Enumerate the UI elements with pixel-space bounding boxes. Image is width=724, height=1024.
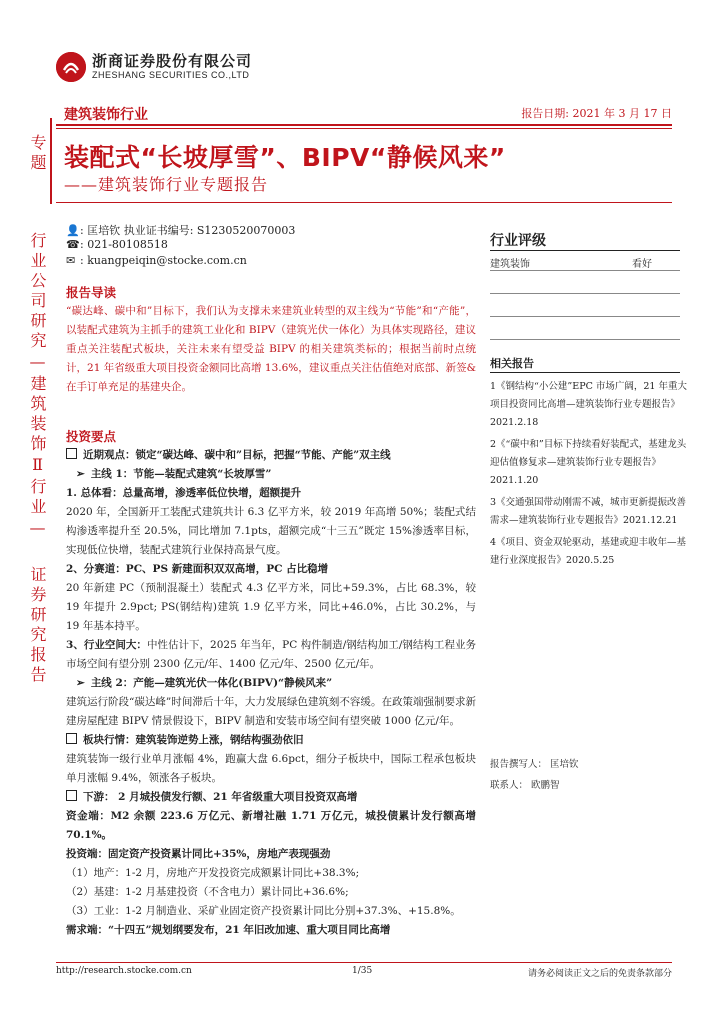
intro-text: “碳达峰、碳中和”目标下，我们认为支撑未来建筑业转型的双主线为“节能”和“产能”，以装配式建筑为主抓手的建筑工业化和 BIPV（建筑光伏一体化）为具体实现路径，建议重点关注装配式板块，关注未来有望受益 BIPV 的相关建筑类标的；根据当前时点统计，21 年省级重大项目投资金额同比高增 13.6%，建议重点关注估值绝对底部、新签&在手订单充足的基建央企。: [66, 305, 476, 393]
demand-text: 需求端：“十四五”规划纲要发布，21 年旧改加速、重大项目同比高增: [66, 924, 391, 936]
phone-icon: ☎: [66, 238, 80, 251]
s2-heading: 2、分赛道：PC、PS 新建面积双双高增，PC 占比稳增: [66, 563, 329, 575]
report-title: 装配式“长坡厚雪”、BIPV“静候风来”: [64, 143, 506, 172]
checkbox-icon: [66, 790, 77, 801]
rating-rule: [490, 250, 680, 251]
header-rule: [56, 124, 672, 126]
title-rule: [56, 202, 672, 203]
report-contact: 联系人： 欧鹏智: [490, 780, 560, 791]
s3-text: 中性估计下，2025 年当年，PC 构件制造/钢结构加工/钢结构工程业务市场空间有望分别 2300 亿元/年、1400 亿元/年、2500 亿元/年。: [66, 639, 476, 670]
company-name-en: ZHESHANG SECURITIES CO.,LTD: [92, 70, 250, 80]
rating-value: 看好: [632, 259, 652, 270]
related-item[interactable]: 4《项目、资金双轮驱动，基建或迎丰收年—基建行业深度报告》2020.5.25: [490, 537, 687, 566]
mail-icon: ✉: [66, 254, 76, 267]
arrow-icon: ➢: [76, 468, 85, 480]
rating-row-rule-4: [490, 339, 680, 340]
side-label-special: 专题: [28, 134, 47, 174]
person-icon: 👤: [66, 224, 80, 237]
invest-item-1: （1）地产：1-2 月，房地产开发投资完成额累计同比+38.3%;: [66, 867, 360, 879]
analyst-phone: : 021-80108518: [80, 238, 168, 251]
rating-row-rule-3: [490, 316, 680, 317]
bullet-downstream: 下游： 2 月城投债发行额、21 年省级重大项目投资双高增: [83, 791, 358, 803]
analyst-email-row: [66, 254, 247, 270]
points-heading: 投资要点: [66, 429, 117, 444]
invest-item-2: （2）基建：1-2 月基建投资（不含电力）累计同比+36.6%;: [66, 886, 349, 898]
side-divider: [50, 118, 52, 204]
points-body: [66, 446, 476, 940]
rating-sector: 建筑装饰: [490, 259, 530, 270]
mainline-2-text: 建筑运行阶段“碳达峰”时间滞后十年，大力发展绿色建筑刻不容缓。在政策端强制要求新建房屋配建 BIPV 情景假设下，BIPV 制造和安装市场空间有望突破 1000 亿元/年。: [66, 696, 476, 727]
rating-row-rule-2: [490, 293, 680, 294]
s3-heading: 3、行业空间大：: [66, 639, 147, 651]
analyst-name-row: [66, 222, 295, 238]
mainline-1: 主线 1：节能—装配式建筑“长坡厚雪”: [90, 468, 272, 480]
report-date: 报告日期: 2021 年 3 月 17 日: [521, 107, 672, 120]
side-label-securities: 证券研究报告: [28, 566, 47, 686]
s1-heading: 1. 总体看：总量高增，渗透率低位快增，超额提升: [66, 487, 302, 499]
bullet-recent-view: 近期观点：锁定“碳达峰、碳中和”目标，把握“节能、产能”双主线: [83, 449, 391, 461]
s2-text: 20 年新建 PC（预制混凝土）装配式 4.3 亿平方米，同比+59.3%，占比 68.3%，较 19 年提升 2.9pct; PS(钢结构)建筑 1.9 亿平方米，同比+46.0%，占比 30.2%，与 19 年基本持平。: [66, 582, 476, 632]
related-rule: [490, 372, 680, 373]
footer-url[interactable]: http://research.stocke.com.cn: [56, 966, 192, 976]
footer-rule: [56, 962, 672, 963]
related-list: [490, 378, 688, 570]
intro-heading: 报告导读: [66, 285, 117, 300]
report-writer: 报告撰写人： 匡培钦: [490, 759, 579, 770]
analyst-email[interactable]: : kuangpeiqin@stocke.com.cn: [80, 254, 247, 267]
report-subtitle: ——建筑装饰行业专题报告: [64, 175, 269, 194]
related-item[interactable]: 1《钢结构“小公建”EPC 市场广阔，21 年重大项目投资同比高增—建筑装饰行业专题报告》2021.2.18: [490, 381, 687, 428]
rating-row-rule-1: [490, 270, 680, 271]
arrow-icon: ➢: [76, 677, 85, 689]
sector-text: 建筑装饰一级行业单月涨幅 4%，跑赢大盘 6.6pct，细分子板块中，国际工程承包板块单月涨幅 9.4%，领涨各子板块。: [66, 753, 476, 784]
analyst-phone-row: [66, 238, 168, 254]
invest-text: 投资端：固定资产投资累计同比+35%，房地产表现强劲: [66, 848, 331, 860]
fund-text: 资金端：M2 余额 223.6 万亿元、新增社融 1.71 万亿元，城投债累计发行额高增 70.1%。: [66, 810, 476, 841]
company-name-cn: 浙商证券股份有限公司: [92, 52, 253, 70]
mainline-2: 主线 2：产能—建筑光伏一体化(BIPV)“静候风来”: [90, 677, 333, 689]
analyst-name: : 匡培钦 执业证书编号: S1230520070003: [80, 224, 296, 237]
related-item[interactable]: 3《交通强国带动刚需不减，城市更新提振改善需求—建筑装饰行业专题报告》2021.12.21: [490, 497, 687, 526]
invest-item-3: （3）工业：1-2 月制造业、采矿业固定资产投资累计同比分别+37.3%、+15.8%。: [66, 905, 461, 917]
checkbox-icon: [66, 448, 77, 459]
footer-disclaimer: 请务必阅读正文之后的免责条款部分: [527, 969, 672, 979]
side-label-research: 行业公司研究—建筑装饰Ⅱ行业—: [28, 232, 47, 541]
s1-text: 2020 年，全国新开工装配式建筑共计 6.3 亿平方米，较 2019 年高增 50%；装配式结构渗透率提升至 20.5%，同比增加 7.1pts，超额完成“十三五”既定 15%渗透率目标，实现低位快增，装配式建筑行业保持高景气度。: [66, 506, 476, 556]
header-rule-thin: [56, 128, 672, 129]
company-logo-icon: [56, 52, 86, 82]
bullet-sector: 板块行情：建筑装饰逆势上涨，钢结构强劲依旧: [83, 734, 304, 746]
page-number: 1/35: [352, 966, 373, 976]
rating-title: 行业评级: [490, 233, 546, 249]
industry-tag: 建筑装饰行业: [64, 107, 148, 123]
related-title: 相关报告: [490, 357, 534, 370]
related-item[interactable]: 2《“碳中和”目标下持续看好装配式，基建龙头迎估值修复求—建筑装饰行业专题报告》2021.1.20: [490, 439, 687, 486]
checkbox-icon: [66, 733, 77, 744]
